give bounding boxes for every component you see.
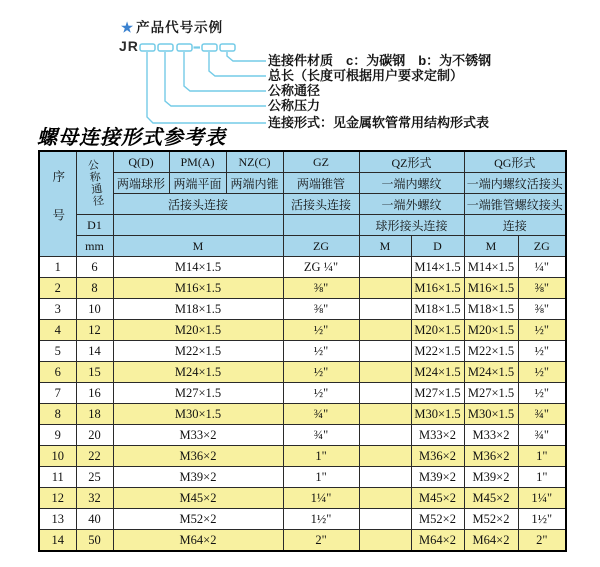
table-cell: M18×1.5 xyxy=(113,299,283,320)
table-cell: ¾" xyxy=(283,425,359,446)
table-row xyxy=(39,446,566,467)
table-cell: ½" xyxy=(283,362,359,383)
table-cell: M22×1.5 xyxy=(113,341,283,362)
table-cell: M39×2 xyxy=(411,467,464,488)
table-cell: 2" xyxy=(518,530,566,552)
table-cell: M14×1.5 xyxy=(113,257,283,278)
col-header-d1: D1 xyxy=(76,215,113,236)
table-cell: ⅜" xyxy=(518,299,566,320)
table-cell: 8 xyxy=(39,404,76,425)
code-box xyxy=(140,44,155,51)
table-cell: 15 xyxy=(76,362,113,383)
table-cell: M27×1.5 xyxy=(113,383,283,404)
table-cell: M16×1.5 xyxy=(464,278,518,299)
table-cell: M45×2 xyxy=(464,488,518,509)
table-cell: 1" xyxy=(283,446,359,467)
subheader-nz: 两端内锥 xyxy=(226,173,283,194)
table-cell: M52×2 xyxy=(411,509,464,530)
table-row xyxy=(39,278,566,299)
table-cell: M30×1.5 xyxy=(113,404,283,425)
table-cell: 1½" xyxy=(283,509,359,530)
star-icon: ★ xyxy=(121,20,135,35)
table-cell xyxy=(359,383,411,404)
table-cell: ½" xyxy=(283,341,359,362)
subheader-pm: 两端平面 xyxy=(169,173,226,194)
table-cell: ½" xyxy=(518,320,566,341)
table-cell: 12 xyxy=(76,320,113,341)
table-cell: 14 xyxy=(39,530,76,552)
table-cell xyxy=(359,362,411,383)
unit-header-mm: mm xyxy=(76,236,113,257)
blank-cell xyxy=(113,215,283,236)
table-cell: 8 xyxy=(76,278,113,299)
table-row xyxy=(39,467,566,488)
table-cell xyxy=(359,467,411,488)
table-cell: 1¼" xyxy=(283,488,359,509)
table-cell: 16 xyxy=(76,383,113,404)
table-row xyxy=(39,257,566,278)
table-cell: 11 xyxy=(39,467,76,488)
diagram-heading xyxy=(121,16,223,36)
table-cell: 5 xyxy=(39,341,76,362)
table-cell: 1¼" xyxy=(518,488,566,509)
leader-line xyxy=(184,52,266,91)
table-cell: M36×2 xyxy=(113,446,283,467)
table-cell: M18×1.5 xyxy=(464,299,518,320)
table-header xyxy=(39,151,566,257)
table-cell: 40 xyxy=(76,509,113,530)
code-box xyxy=(202,44,217,51)
table-cell: ⅜" xyxy=(283,299,359,320)
table-cell: M36×2 xyxy=(464,446,518,467)
table-row xyxy=(39,383,566,404)
table-cell xyxy=(359,278,411,299)
table-row xyxy=(39,404,566,425)
code-label-material: 连接件材质 c：为碳钢 b：为不锈钢 xyxy=(268,53,492,68)
table-cell: 14 xyxy=(76,341,113,362)
table-cell: 25 xyxy=(76,467,113,488)
table-cell: 3 xyxy=(39,299,76,320)
table-cell: 10 xyxy=(39,446,76,467)
table-cell xyxy=(359,404,411,425)
table-cell: M22×1.5 xyxy=(464,341,518,362)
table-cell: ½" xyxy=(283,320,359,341)
table-cell xyxy=(359,488,411,509)
table-cell: 1" xyxy=(518,467,566,488)
table-cell: M64×2 xyxy=(411,530,464,552)
leader-line xyxy=(165,52,266,106)
code-box xyxy=(220,44,235,51)
col-header-qg: QG形式 xyxy=(464,151,566,173)
table-cell: M20×1.5 xyxy=(113,320,283,341)
table-cell xyxy=(359,446,411,467)
table-cell: 2 xyxy=(39,278,76,299)
table-title: 螺母连接形式参考表 xyxy=(37,125,226,149)
table-cell: 1 xyxy=(39,257,76,278)
table-cell: M45×2 xyxy=(411,488,464,509)
table-cell: M39×2 xyxy=(464,467,518,488)
table-cell: ¼" xyxy=(518,257,566,278)
unit-header-qg-zg: ZG xyxy=(518,236,566,257)
table-row xyxy=(39,362,566,383)
table-row xyxy=(39,299,566,320)
table-cell: M27×1.5 xyxy=(411,383,464,404)
table-cell: ¾" xyxy=(518,425,566,446)
table-cell: 13 xyxy=(39,509,76,530)
unit-header-m: M xyxy=(113,236,283,257)
table-cell: M20×1.5 xyxy=(411,320,464,341)
table-cell: M36×2 xyxy=(411,446,464,467)
unit-header-qg-m: M xyxy=(464,236,518,257)
table-cell: 32 xyxy=(76,488,113,509)
table-cell: 7 xyxy=(39,383,76,404)
unit-header-qz-m: M xyxy=(359,236,411,257)
subheader-qz: 一端内螺纹 xyxy=(359,173,464,194)
table-cell xyxy=(359,320,411,341)
table-cell: M52×2 xyxy=(464,509,518,530)
table-cell xyxy=(359,509,411,530)
subheader-union-connection: 活接头连接 xyxy=(113,194,283,215)
table-cell: 9 xyxy=(39,425,76,446)
col-header-seq: 序号 xyxy=(39,151,76,257)
table-cell: ½" xyxy=(518,341,566,362)
col-header-qz: QZ形式 xyxy=(359,151,464,173)
table-cell: 1" xyxy=(283,467,359,488)
table-cell: 6 xyxy=(76,257,113,278)
table-cell: 22 xyxy=(76,446,113,467)
table-cell: ⅜" xyxy=(518,278,566,299)
unit-header-zg: ZG xyxy=(283,236,359,257)
table-cell: 10 xyxy=(76,299,113,320)
subheader-q: 两端球形 xyxy=(113,173,169,194)
code-label-connection: 连接形式：见金属软管常用结构形式表 xyxy=(268,115,490,130)
table-cell: 20 xyxy=(76,425,113,446)
table-row xyxy=(39,488,566,509)
table-cell: M39×2 xyxy=(113,467,283,488)
code-box xyxy=(158,44,173,51)
table-cell: 50 xyxy=(76,530,113,552)
table-cell: ZG ¼" xyxy=(283,257,359,278)
table-cell xyxy=(359,530,411,552)
table-cell: M14×1.5 xyxy=(464,257,518,278)
subheader-qg: 一端内螺纹活接头 xyxy=(464,173,566,194)
code-label-pressure: 公称压力 xyxy=(268,98,321,113)
table-cell xyxy=(359,425,411,446)
col-header-gz: GZ xyxy=(283,151,359,173)
table-cell: ⅜" xyxy=(283,278,359,299)
table-cell: M33×2 xyxy=(411,425,464,446)
table-cell: 2" xyxy=(283,530,359,552)
blank-cell xyxy=(283,215,359,236)
col-header-pm: PM(A) xyxy=(169,151,226,173)
table-cell xyxy=(359,257,411,278)
leader-line xyxy=(209,52,266,76)
table-cell: 18 xyxy=(76,404,113,425)
table-cell: M52×2 xyxy=(113,509,283,530)
table-cell: M16×1.5 xyxy=(113,278,283,299)
subheader-qz-external: 一端外螺纹 xyxy=(359,194,464,215)
table-row xyxy=(39,509,566,530)
table-cell xyxy=(359,299,411,320)
code-box xyxy=(177,44,192,51)
table-cell: ¾" xyxy=(518,404,566,425)
col-header-dn: 公称通径 xyxy=(76,151,113,215)
table-cell: ¾" xyxy=(283,404,359,425)
diagram-heading-text: 产品代号示例 xyxy=(136,20,224,35)
code-prefix: JR xyxy=(119,38,139,54)
table-cell: 6 xyxy=(39,362,76,383)
table-cell: M33×2 xyxy=(113,425,283,446)
subheader-gz-connection: 活接头连接 xyxy=(283,194,359,215)
table-cell: 1½" xyxy=(518,509,566,530)
table-cell: 1" xyxy=(518,446,566,467)
table-cell xyxy=(359,341,411,362)
leader-line xyxy=(227,52,266,61)
table-cell: ½" xyxy=(283,383,359,404)
subheader-gz: 两端锥管 xyxy=(283,173,359,194)
table-body xyxy=(39,257,566,552)
table-cell: ½" xyxy=(518,362,566,383)
col-header-q: Q(D) xyxy=(113,151,169,173)
leader-line xyxy=(147,52,266,123)
table-cell: M18×1.5 xyxy=(411,299,464,320)
table-cell: M64×2 xyxy=(113,530,283,552)
col-header-nz: NZ(C) xyxy=(226,151,283,173)
subheader-qg-taper: 一端锥管螺纹接头 xyxy=(464,194,566,215)
table-cell: M45×2 xyxy=(113,488,283,509)
subheader-qz-ball-connection: 球形接头连接 xyxy=(359,215,464,236)
nut-connection-reference-table xyxy=(38,150,567,552)
table-cell: ½" xyxy=(518,383,566,404)
table-cell: 4 xyxy=(39,320,76,341)
subheader-qg-connection: 连接 xyxy=(464,215,566,236)
table-cell: M24×1.5 xyxy=(411,362,464,383)
unit-header-qz-d: D xyxy=(411,236,464,257)
table-row xyxy=(39,425,566,446)
table-row xyxy=(39,341,566,362)
table-cell: 12 xyxy=(39,488,76,509)
table-cell: M33×2 xyxy=(464,425,518,446)
code-label-diameter: 公称通径 xyxy=(268,83,321,98)
table-row xyxy=(39,320,566,341)
table-cell: M16×1.5 xyxy=(411,278,464,299)
table-cell: M64×2 xyxy=(464,530,518,552)
code-label-length: 总长（长度可根据用户要求定制） xyxy=(268,68,464,83)
table-cell: M20×1.5 xyxy=(464,320,518,341)
table-cell: M30×1.5 xyxy=(411,404,464,425)
table-cell: M27×1.5 xyxy=(464,383,518,404)
table-cell: M24×1.5 xyxy=(113,362,283,383)
table-cell: M22×1.5 xyxy=(411,341,464,362)
table-cell: M30×1.5 xyxy=(464,404,518,425)
table-row xyxy=(39,530,566,552)
table-cell: M14×1.5 xyxy=(411,257,464,278)
table-cell: M24×1.5 xyxy=(464,362,518,383)
